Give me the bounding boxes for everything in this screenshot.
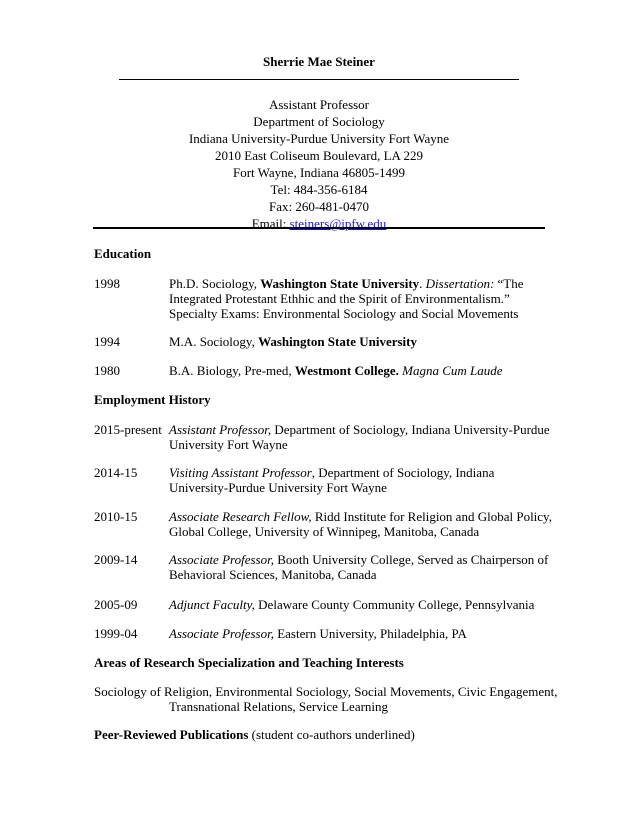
contact-fax: Fax: 260-481-0470: [268, 199, 370, 214]
dissertation-open: “The: [494, 276, 524, 291]
position-detail-line2: University Fort Wayne: [169, 437, 288, 452]
education-heading: Education: [94, 246, 152, 261]
position-detail-line2: Global College, University of Winnipeg, Manitoba, Canada: [169, 524, 480, 539]
position-title: Assistant Professor,: [169, 422, 272, 437]
contact-city: Fort Wayne, Indiana 46805-1499: [232, 165, 405, 180]
publications-heading-line: [94, 727, 554, 742]
school-name: Washington State University: [258, 334, 417, 349]
position-title: Associate Professor,: [169, 552, 274, 567]
publications-note: (student co-authors underlined): [248, 727, 415, 742]
employment-heading: Employment History: [94, 392, 211, 407]
position-detail: , Department of Sociology, Indiana: [311, 465, 495, 480]
employment-years: 1999-04: [94, 626, 138, 641]
education-year: 1998: [94, 276, 120, 291]
position-detail: Delaware County Community College, Pennsylvania: [254, 597, 535, 612]
position-detail-line2: Behavioral Sciences, Manitoba, Canada: [169, 567, 377, 582]
contact-street: 2010 East Coliseum Boulevard, LA 229: [215, 148, 423, 163]
specialty-exams: Specialty Exams: Environmental Sociology and Social Movements: [169, 306, 519, 321]
cv-name: Sherrie Mae Steiner: [263, 54, 375, 69]
position-detail: Ridd Institute for Religion and Global Policy,: [311, 509, 552, 524]
education-year: 1980: [94, 363, 120, 378]
employment-years: 2010-15: [94, 509, 138, 524]
employment-description: [169, 552, 554, 582]
section-divider: [93, 227, 545, 229]
degree-text: Ph.D. Sociology,: [169, 276, 261, 291]
degree-text: M.A. Sociology,: [169, 334, 259, 349]
contact-title: Assistant Professor: [268, 97, 370, 112]
dissertation-title: Integrated Protestant Ethhic and the Spirit of Environmentalism.”: [169, 291, 510, 306]
degree-punct: .: [419, 276, 426, 291]
position-detail: Eastern University, Philadelphia, PA: [273, 626, 467, 641]
contact-department: Department of Sociology: [253, 114, 385, 129]
employment-description: [169, 509, 554, 539]
email-link[interactable]: steiners@ipfw.edu: [289, 216, 387, 231]
employment-years: 2015-present: [94, 422, 162, 437]
education-description: [169, 276, 554, 321]
employment-years: 2005-09: [94, 597, 138, 612]
position-title: Visiting Assistant Professor: [169, 465, 312, 480]
position-title: Associate Research Fellow,: [169, 509, 312, 524]
contact-university: Indiana University-Purdue University Fort Wayne: [188, 131, 450, 146]
research-line1: Sociology of Religion, Environmental Sociology, Social Movements, Civic Engagement,: [94, 684, 558, 699]
contact-email-line: [0, 215, 638, 232]
position-detail: Department of Sociology, Indiana University-Purdue: [271, 422, 550, 437]
employment-years: 2009-14: [94, 552, 138, 567]
school-name: Washington State University: [260, 276, 420, 291]
education-year: 1994: [94, 334, 120, 349]
research-heading: Areas of Research Specialization and Teaching Interests: [94, 655, 404, 670]
employment-description: [169, 465, 554, 495]
honor-text: Magna Cum Laude: [398, 363, 503, 378]
employment-description: [169, 626, 554, 641]
header-divider: [119, 79, 519, 80]
research-line2: Transnational Relations, Service Learning: [169, 699, 389, 714]
position-title: Adjunct Faculty,: [169, 597, 255, 612]
dissertation-label: Dissertation:: [425, 276, 495, 291]
employment-description: [169, 422, 554, 452]
education-description: [169, 334, 554, 349]
position-detail: Booth University College, Served as Chairperson of: [273, 552, 549, 567]
degree-text: B.A. Biology, Pre-med,: [169, 363, 295, 378]
contact-block: [0, 96, 638, 232]
publications-heading: Peer-Reviewed Publications: [94, 727, 249, 742]
research-interests: [94, 684, 558, 714]
position-title: Associate Professor,: [169, 626, 274, 641]
school-name: Westmont College.: [294, 363, 399, 378]
email-label: Email:: [251, 216, 290, 231]
employment-description: [169, 597, 554, 612]
education-description: [169, 363, 554, 378]
employment-years: 2014-15: [94, 465, 138, 480]
contact-phone: Tel: 484-356-6184: [270, 182, 368, 197]
position-detail-line2: University-Purdue University Fort Wayne: [169, 480, 387, 495]
